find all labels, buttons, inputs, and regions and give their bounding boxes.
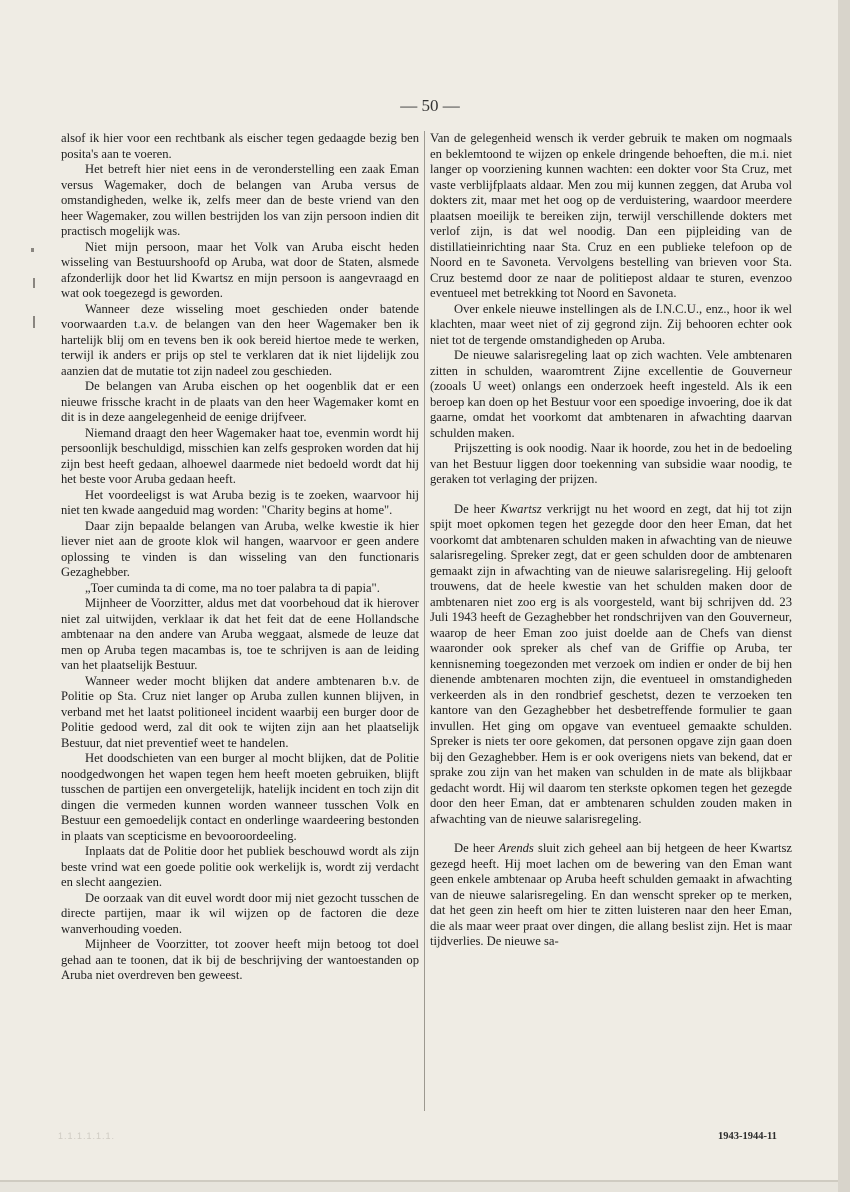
paragraph: Mijnheer de Voorzitter, tot zoover heeft mijn betoog tot doel gehad aan te toonen, dat ik bij de beschrijving der wantoestanden op Aruba niet overdreven ben geweest.: [61, 937, 419, 982]
paragraph: Het doodschieten van een burger al mocht blijken, dat de Politie noodgedwongen het wapen tegen hem heeft moeten gebruiken, blijft tusschen de partijen een onvergetelijk, hatelijk incident en toch zijn dit dingen die vermeden kunnen worden wanneer tusschen Volk en Bestuur een gemoedelijk contact en onderlinge waardeering bestonden in plaats van scepticisme en bevooroordeeling.: [61, 751, 419, 843]
column-divider: [424, 131, 425, 1111]
paragraph: Niemand draagt den heer Wagemaker haat toe, evenmin wordt hij persoonlijk beschuldigd, misschien kan zelfs gesproken worden dat hij zijn best heeft gedaan, alhoewel daarmede niet bedoeld wordt dat hij het beste voor Aruba gedaan heeft.: [61, 425, 419, 486]
margin-mark: [33, 278, 35, 288]
right-column: [430, 131, 792, 950]
paragraph: Wanneer deze wisseling moet geschieden onder batende voorwaarden t.a.v. de belangen van den heer Wagemaker ben ik hartelijk blij om en tevens ben ik ook bereid hiertoe mede te werken, terwijl ik anders er prijs op stel te verklaren dat ik niet lijdelijk zou aanzien dat de mutatie tot zijn nadeel zou geschieden.: [61, 301, 419, 378]
footer-reference: 1943-1944-11: [718, 1131, 777, 1142]
archive-stamp: 1.1.1.1.1.1.: [58, 1131, 116, 1141]
speech-intro: De heer: [454, 501, 501, 516]
paragraph: De belangen van Aruba eischen op het oogenblik dat er een nieuwe frissche kracht in de plaats van den heer Wagemaker komt en dit is in deze aangelegenheid de eenige drijfveer.: [61, 379, 419, 424]
speaker-name: Kwartsz: [500, 501, 542, 516]
paragraph: Mijnheer de Voorzitter, aldus met dat voorbehoud dat ik hierover niet zal uitwijden, verklaar ik dat het feit dat de eene Hollandsche ambtenaar na den andere van Aruba weggaat, alsmede de leuze dat men op Aruba tegen macambas is, toe te schrijven is aan de leiding van het plaatselijk Bestuur.: [61, 596, 419, 672]
paragraph: De nieuwe salarisregeling laat op zich wachten. Vele ambtenaren zitten in schulden, waaromtrent Zijne excellentie de Gouverneur (zooals U weet) onlangs een onderzoek heeft ingesteld. Als ik een beroep kan doen op het Bestuur voor een spoedige invoering, doe ik dat gaarne, omdat het voorkomt dat ambtenaren in afwachting daarvan schulden maken.: [430, 348, 792, 440]
paragraph: Niet mijn persoon, maar het Volk van Aruba eischt heden wisseling van Bestuurshoofd op Aruba, wat door de Staten, alsmede afzonderlijk door het lid Kwartsz en mijn persoon is aangevraagd en wat ook toegezegd is geworden.: [61, 239, 419, 300]
paragraph: alsof ik hier voor een rechtbank als eischer tegen gedaagde bezig ben posita's aan te voeren.: [61, 131, 419, 161]
paragraph: „Toer cuminda ta di come, ma no toer palabra ta di papia".: [85, 580, 380, 595]
margin-mark: [33, 316, 35, 328]
speech-paragraph: [430, 841, 792, 950]
paragraph: Inplaats dat de Politie door het publiek beschouwd wordt als zijn beste vrind wat een goede politie ook werkelijk is, wordt zij verdacht en slecht aangezien.: [61, 844, 419, 889]
paragraph: De oorzaak van dit euvel wordt door mij niet gezocht tusschen de directe partijen, maar ik wil wijzen op de factoren die deze wanverhouding voeden.: [61, 890, 419, 936]
speech-text: sluit zich geheel aan bij hetgeen de heer Kwartsz gezegd heeft. Hij moet lachen om de bewering van den Eman want geen enkele ambtenaar op Aruba heeft schulden gemaakt in afwachting van de nieuwe salarisregeling. En dan wenscht spreker op te merken, dat het geen zin heeft om hier te zitten luisteren naar den heer Eman, die als maar weer praat over dingen, die allang beslist zijn. Het is maar tijdverlies. De nieuwe sa-: [430, 841, 792, 948]
speech-intro: De heer: [454, 841, 499, 855]
page-number: — 50 —: [400, 96, 460, 115]
margin-mark: [31, 248, 34, 252]
paragraph: Van de gelegenheid wensch ik verder gebruik te maken om nogmaals en beklemtoond te wijzen op enkele dringende behoeften, die m.i. niet langer op voorziening kunnen wachten: een dokter voor Sta Cruz, met vaste verblijfplaats aldaar. Men zou mij kunnen zeggen, dat Aruba vol dokters zit, maar met het oog op de verduistering, waardoor meerdere plaatsen moeilijk te bereiken zijn, terwijl verschillende dokters met verlof zijn, is dat wel noodig. Dan een pijpleiding van de distillatieinrichting naar Sta. Cruz en een publieke telefoon op de Noord en te Savoneta. Vervolgens bestelling van brieven voor Sta. Cruz bestemd door ze naar de politiepost aldaar te sturen, evenzoo eventueel met betrekking tot Noord en Savoneta.: [430, 131, 792, 300]
page-edge: [838, 0, 850, 1192]
paragraph: Het voordeeligst is wat Aruba bezig is te zoeken, waarvoor hij niet ten kwade aangeduid mag worden: "Charity begins at home".: [61, 487, 419, 517]
paragraph: Daar zijn bepaalde belangen van Aruba, welke kwestie ik hier liever niet aan de groote klok wil hangen, waarvoor er geen andere oplossing te vinden is dan wisseling van den functionaris Gezaghebber.: [61, 518, 419, 579]
paragraph: Het betreft hier niet eens in de veronderstelling een zaak Eman versus Wagemaker, doch de belangen van Aruba versus de omstandigheden, welke ik, zelfs meer dan de beste vriend van den heer Wagemaker, zou willen bestrijden los van zijn persoon indien dit practisch mogelijk was.: [61, 162, 419, 238]
speech-text: verkrijgt nu het woord en zegt, dat hij tot zijn spijt moet opkomen tegen het gezegde door den heer Eman, dat het voorkomt dat ambtenaren schulden maken in afwachting van de nieuwe salarisregeling. Spreker zegt, dat er geen schulden door de ambtenaren gemaakt zijn in afwachting van de nieuwe salarisregeling. Hij gelooft trouwens, dat de heele kwestie van het schulden maken door de ambtenaren niet zoo erg is als voorgesteld, want bij schrijven dd. 23 Juli 1943 heeft de Gezaghebber het rondschrijven van den Gouverneur, waarop de heer Eman zoo juist doelde aan de Chefs van dienst waaronder ook spreker als chef van de Griffie op Aruba, ter kennisneming toegezonden met verzoek om indien er onder de bij hen dienende ambtenaren mochten zijn, die eventueel in omstandigheden verkeerden als in den rondbrief geschetst, dezen te verzoeken ten kantore van den Gezaghebber het desbetreffende formulier te gaan invullen. Het ging om opgave van eventueel gemaakte schulden. Spreker is niets ter oore gekomen, dat personen opgave zijn gaan doen bij den Gezaghebber. Hem is er ook overigens niets van bekend, dat er sprake zou zijn van het maken van schulden in de mate als blijkbaar gedacht wordt. Hij wil daarom ten sterkste opkomen tegen het gezegde door den heer Eman, dat er ambtenaren schulden zouden maken in afwachting van de nieuwe salarisregeling.: [430, 501, 792, 826]
speech-paragraph: [430, 502, 792, 828]
paragraph: Prijszetting is ook noodig. Naar ik hoorde, zou het in de bedoeling van het Bestuur liggen door toekenning van subsidie waar noodig, te geraken tot verlaging der prijzen.: [430, 441, 792, 486]
paragraph: Wanneer weder mocht blijken dat andere ambtenaren b.v. de Politie op Sta. Cruz niet langer op Aruba zullen kunnen blijven, in verband met het laatst politioneel incident waarbij een burger door de Politie gedood werd, zal dit ook te wijten zijn aan het plaatselijk Bestuur, dat niet preventief weet te handelen.: [61, 673, 419, 750]
paragraph: Over enkele nieuwe instellingen als de I.N.C.U., enz., hoor ik wel klachten, maar weet niet of zij gegrond zijn. Zij behooren echter ook niet tot de tergende omstandigheden op Aruba.: [430, 301, 792, 347]
left-column: [61, 131, 419, 984]
speaker-name: Arends: [498, 841, 534, 855]
